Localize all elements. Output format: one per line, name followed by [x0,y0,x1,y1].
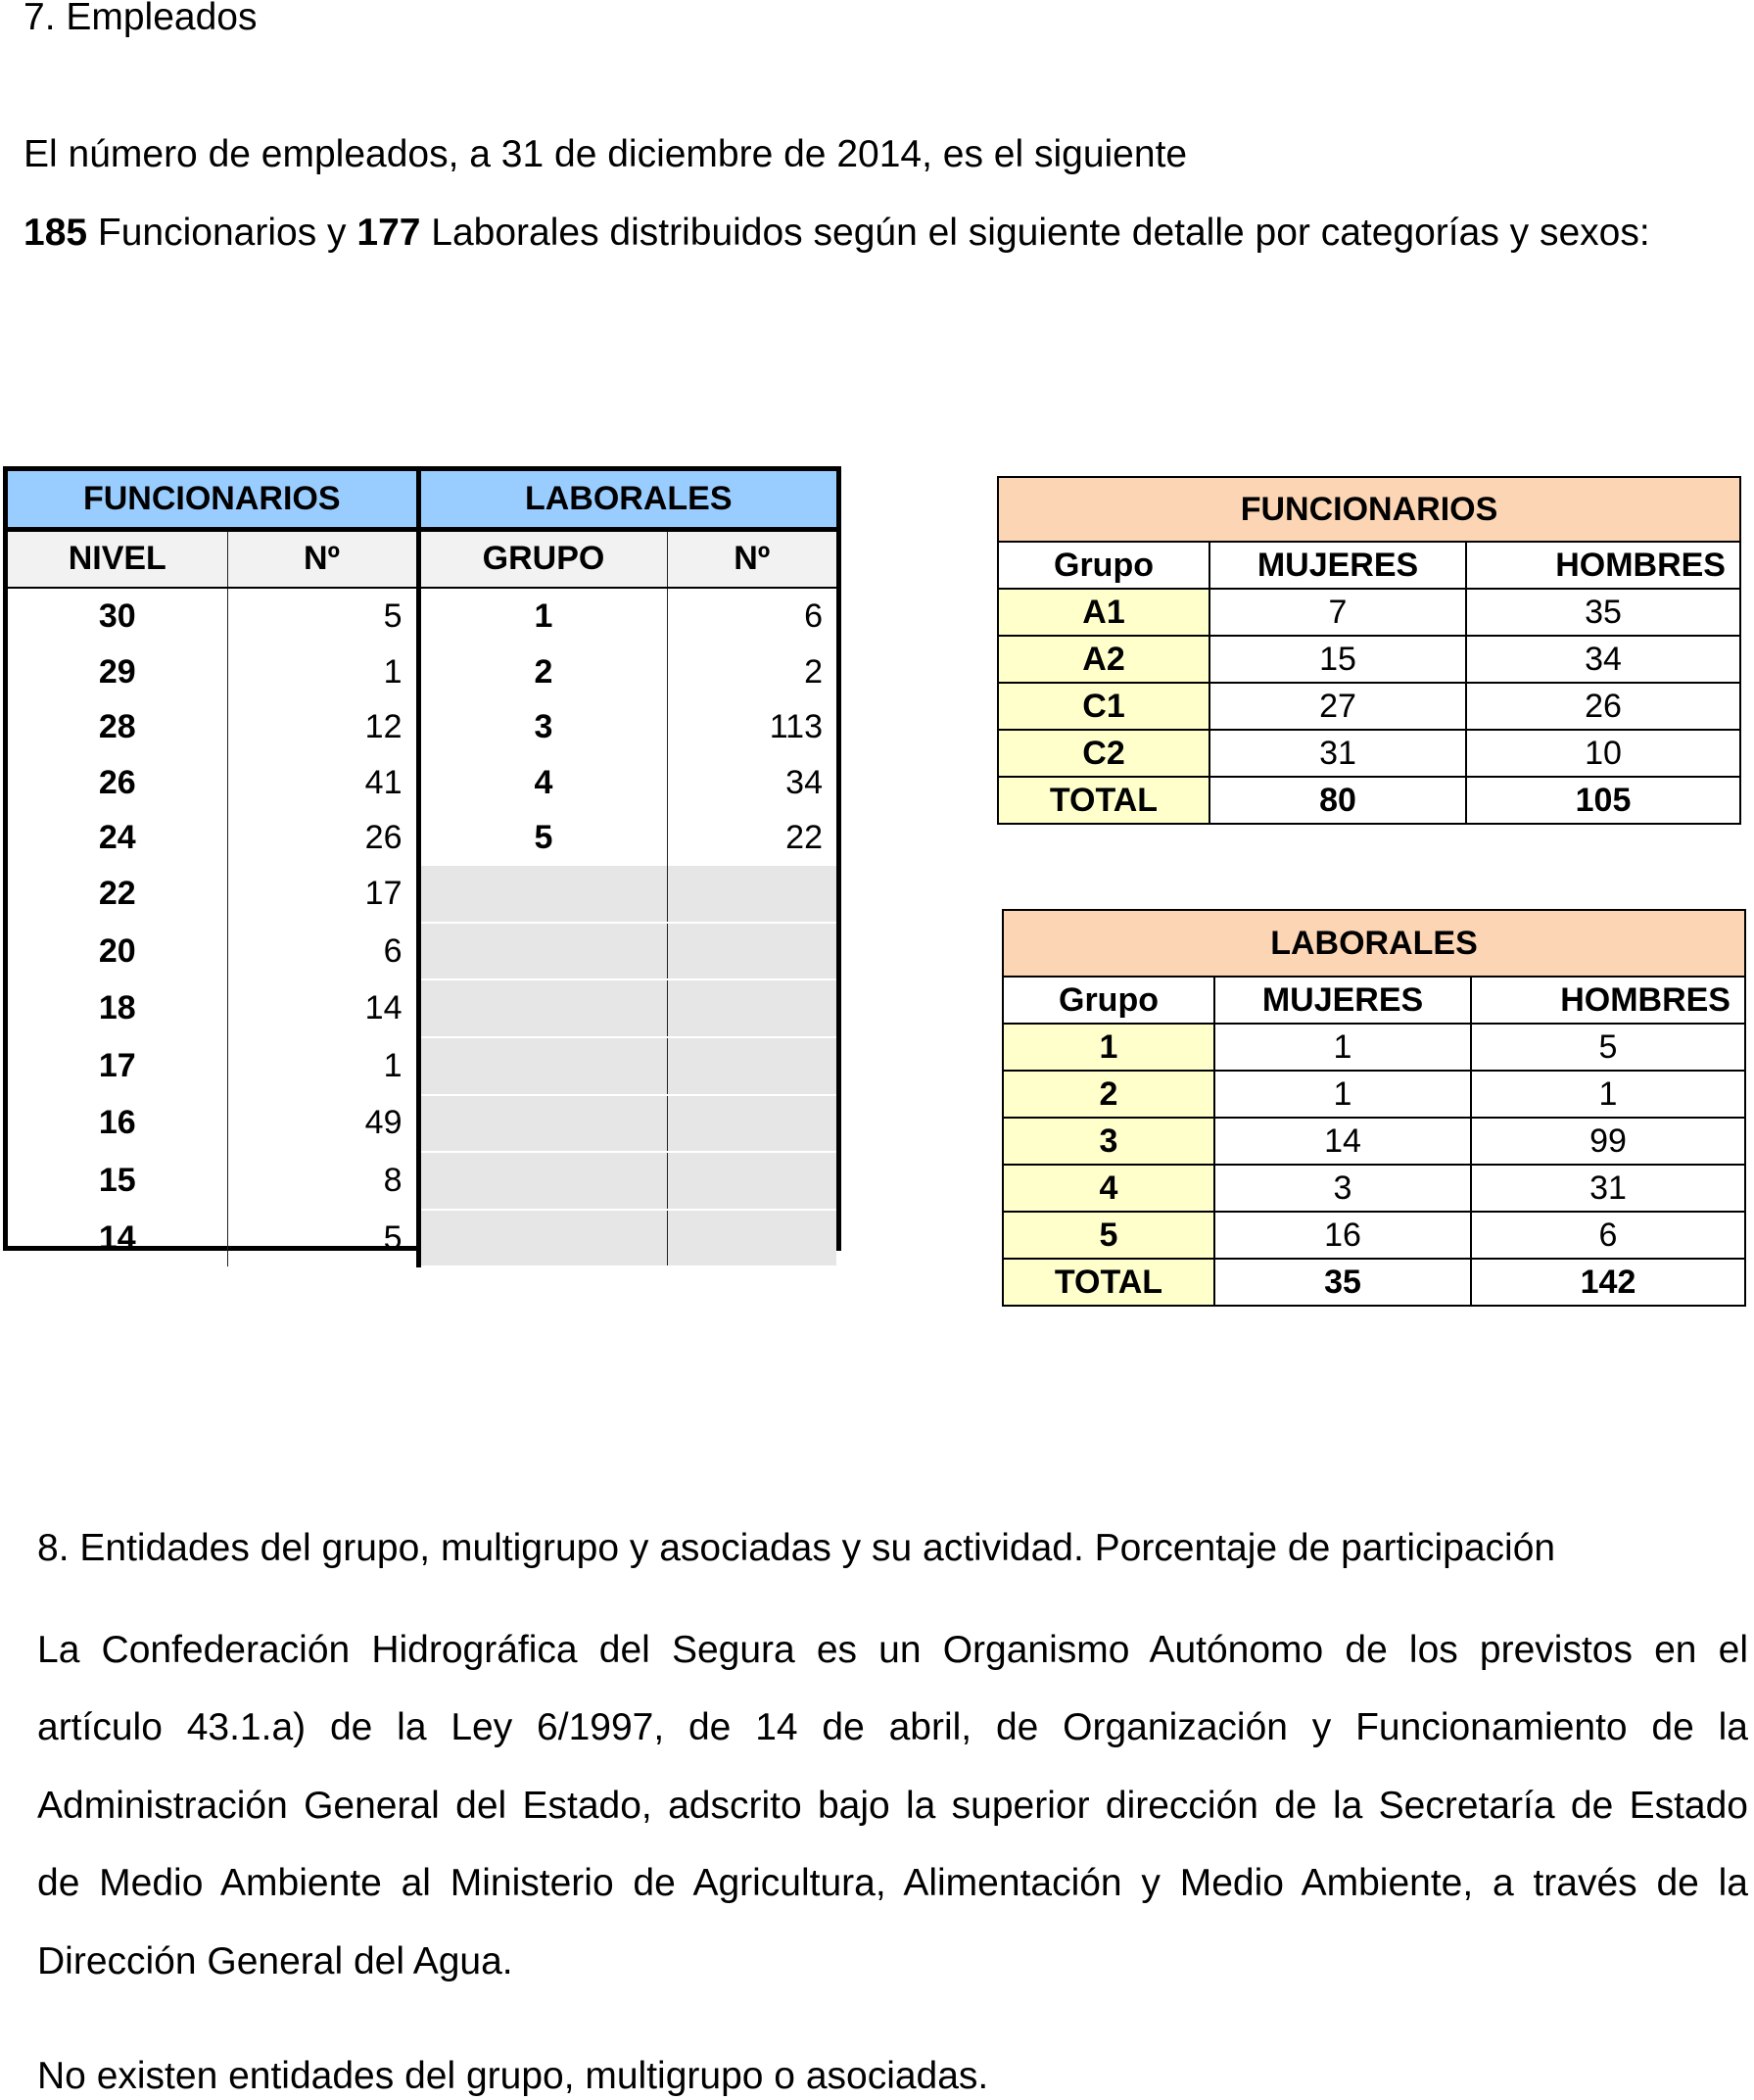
cell-no-funcionarios: 41 [227,755,418,811]
cell-mujeres: 1 [1214,1024,1471,1071]
total-hombres: 142 [1471,1259,1745,1306]
cell-nivel: 14 [8,1210,227,1267]
funcionarios-by-sex-table [997,476,1741,825]
cell-grupo [418,979,667,1037]
cell-no-laborales [667,979,836,1037]
table-row [8,1152,836,1210]
cell-no-laborales: 22 [785,819,823,857]
table-row [8,866,836,923]
funcionarios-table-title: FUNCIONARIOS [998,477,1740,542]
col-hombres: HOMBRES [1466,542,1740,589]
paragraph-line: Administración General del Estado, adscrito bajo la superior dirección de la Secretaría de Estado [37,1784,1748,1827]
cell-no-laborales [667,866,836,923]
cell-grupo: C1 [998,683,1209,730]
col-mujeres: MUJERES [1214,977,1471,1024]
total-mujeres: 35 [1214,1259,1471,1306]
cell-nivel: 16 [8,1095,227,1153]
paragraph-line: artículo 43.1.a) de la Ley 6/1997, de 14 de abril, de Organización y Funcionamiento de la [37,1706,1748,1749]
total-label: TOTAL [998,777,1209,824]
cell-no-laborales [667,923,836,980]
col-mujeres: MUJERES [1209,542,1466,589]
cell-grupo: C2 [998,730,1209,777]
cell-nivel: 15 [8,1152,227,1210]
cell-grupo: 3 [1003,1118,1214,1165]
cell-no-laborales: 34 [785,763,823,801]
laborales-table-title: LABORALES [1003,910,1745,977]
cell-no-laborales: 2 [804,652,823,691]
cell-grupo [418,923,667,980]
cell-no-funcionarios: 17 [227,866,418,923]
table-row [8,811,836,867]
section-8-closing: No existen entidades del grupo, multigrupo o asociadas. [37,2055,989,2097]
cell-no-funcionarios: 5 [227,1210,418,1267]
table-row [998,589,1740,636]
table-row [8,588,836,644]
summary-text-end: Laborales distribuidos según el siguiente detalle por categorías y sexos: [420,212,1650,254]
cell-mujeres: 15 [1209,636,1466,683]
cell-grupo: 1 [418,588,667,644]
paragraph-line: La Confederación Hidrográfica del Segura es un Organismo Autónomo de los previstos en el [37,1629,1748,1671]
table-row [8,1210,836,1267]
cell-hombres: 6 [1471,1212,1745,1259]
table-row [998,683,1740,730]
cell-grupo: A2 [998,636,1209,683]
table-row [1003,1024,1745,1071]
header-funcionarios: FUNCIONARIOS [8,471,418,529]
cell-mujeres: 14 [1214,1118,1471,1165]
cell-no-laborales [667,1210,836,1267]
col-grupo: Grupo [1003,977,1214,1024]
cell-nivel: 28 [8,699,227,755]
cell-nivel: 22 [8,866,227,923]
employees-summary [24,210,1650,257]
cell-mujeres: 31 [1209,730,1466,777]
cell-no-funcionarios: 26 [227,811,418,867]
cell-nivel: 29 [8,644,227,700]
table-row [8,755,836,811]
cell-grupo: 5 [1003,1212,1214,1259]
cell-mujeres: 3 [1214,1165,1471,1212]
summary-text-middle: Funcionarios y [87,212,357,254]
col-grupo: Grupo [998,542,1209,589]
cell-hombres: 5 [1471,1024,1745,1071]
table-row [8,644,836,700]
paragraph-line: Dirección General del Agua. [37,1939,513,1982]
cell-grupo: A1 [998,589,1209,636]
table-row [998,636,1740,683]
col-no-laborales: Nº [667,529,836,588]
table-row [1003,1212,1745,1259]
cell-no-funcionarios: 1 [227,644,418,700]
col-nivel: NIVEL [8,529,227,588]
total-label: TOTAL [1003,1259,1214,1306]
cell-hombres: 26 [1466,683,1740,730]
section-8-heading: 8. Entidades del grupo, multigrupo y asociadas y su actividad. Porcentaje de participación [37,1527,1556,1569]
cell-nivel: 26 [8,755,227,811]
cell-no-laborales: 113 [769,708,823,746]
col-no-funcionarios: Nº [227,529,418,588]
cell-grupo [418,1152,667,1210]
funcionarios-count: 185 [24,212,88,254]
cell-grupo: 5 [418,811,667,867]
cell-nivel: 17 [8,1037,227,1095]
section-8-body [37,1611,1748,2000]
cell-hombres: 1 [1471,1071,1745,1118]
section-7-heading: 7. Empleados [24,0,258,38]
table-row [1003,1071,1745,1118]
cell-nivel: 30 [8,588,227,644]
paragraph-line: de Medio Ambiente al Ministerio de Agricultura, Alimentación y Medio Ambiente, a través de la [37,1862,1748,1905]
cell-no-funcionarios: 5 [227,588,418,644]
cell-grupo: 4 [1003,1165,1214,1212]
total-mujeres: 80 [1209,777,1466,824]
cell-nivel: 18 [8,979,227,1037]
cell-mujeres: 16 [1214,1212,1471,1259]
cell-no-funcionarios: 6 [227,923,418,980]
cell-mujeres: 1 [1214,1071,1471,1118]
laborales-count: 177 [356,212,421,254]
cell-no-funcionarios: 12 [227,699,418,755]
table-row [8,1037,836,1095]
cell-hombres: 31 [1471,1165,1745,1212]
cell-no-funcionarios: 8 [227,1152,418,1210]
table-row [8,979,836,1037]
cell-grupo: 2 [1003,1071,1214,1118]
total-hombres: 105 [1466,777,1740,824]
cell-mujeres: 27 [1209,683,1466,730]
cell-hombres: 99 [1471,1118,1745,1165]
cell-no-laborales [667,1152,836,1210]
employees-intro: El número de empleados, a 31 de diciembre de 2014, es el siguiente [24,133,1188,175]
table-row [1003,1118,1745,1165]
table-row [1003,1165,1745,1212]
cell-grupo [418,1037,667,1095]
cell-grupo [418,866,667,923]
cell-hombres: 35 [1466,589,1740,636]
cell-no-funcionarios: 49 [227,1095,418,1153]
cell-no-laborales: 6 [804,597,823,635]
table-row [998,730,1740,777]
col-hombres: HOMBRES [1471,977,1745,1024]
cell-grupo: 1 [1003,1024,1214,1071]
cell-mujeres: 7 [1209,589,1466,636]
cell-grupo: 3 [418,699,667,755]
col-grupo: GRUPO [418,529,667,588]
cell-no-funcionarios: 14 [227,979,418,1037]
cell-nivel: 24 [8,811,227,867]
table-row [8,923,836,980]
cell-hombres: 10 [1466,730,1740,777]
header-laborales: LABORALES [418,471,836,529]
cell-grupo: 4 [418,755,667,811]
cell-grupo [418,1095,667,1153]
cell-no-funcionarios: 1 [227,1037,418,1095]
laborales-by-sex-table [1002,909,1746,1307]
cell-grupo [418,1210,667,1267]
cell-grupo: 2 [418,644,667,700]
cell-nivel: 20 [8,923,227,980]
cell-hombres: 34 [1466,636,1740,683]
cell-no-laborales [667,1095,836,1153]
cell-no-laborales [667,1037,836,1095]
table-row [8,699,836,755]
table-row [8,1095,836,1153]
employees-by-level-table [3,466,841,1257]
